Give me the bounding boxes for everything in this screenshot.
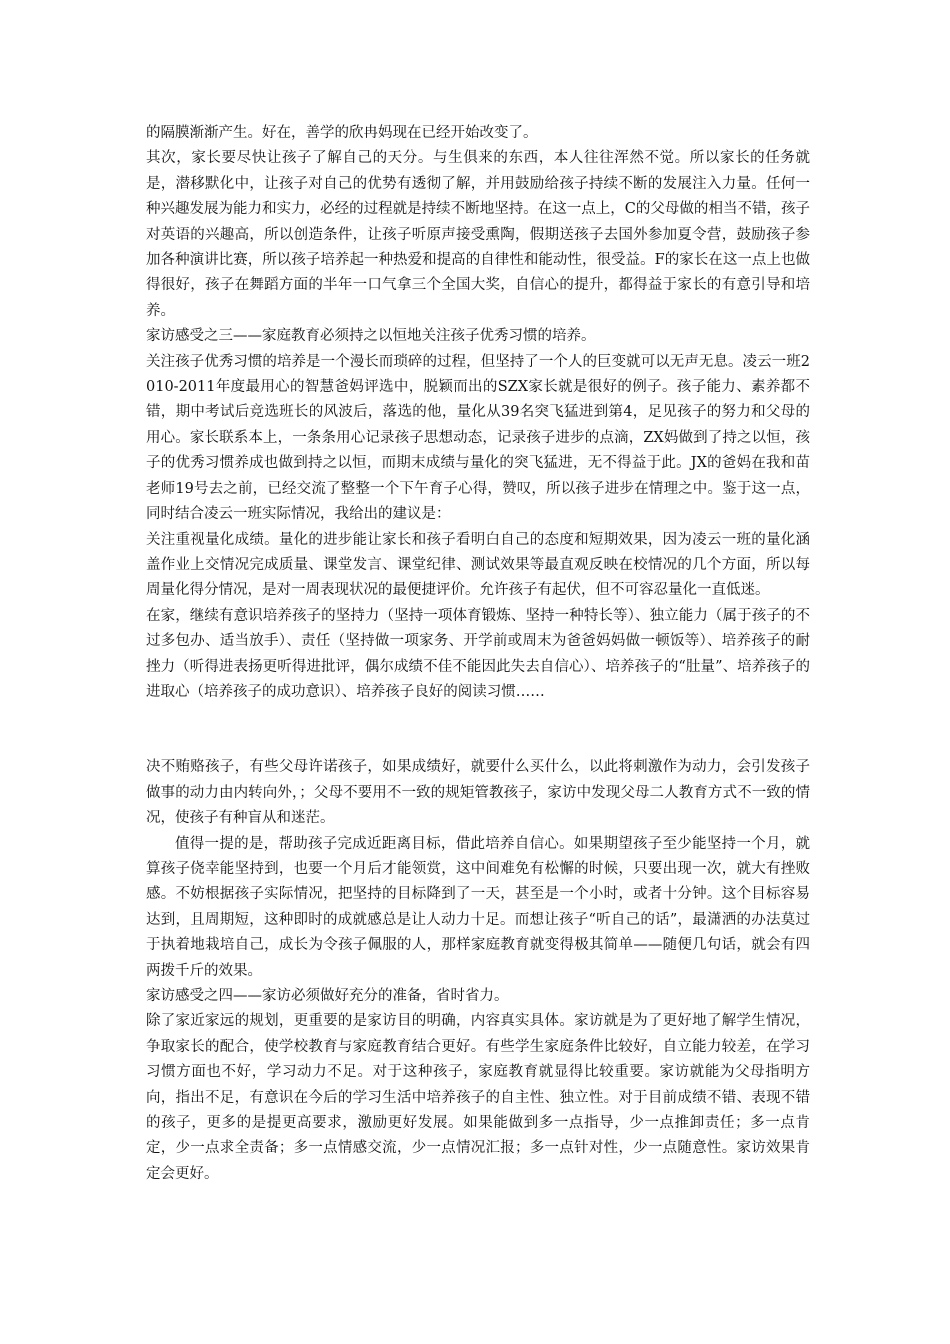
paragraph-gap — [146, 705, 810, 755]
heading-third-reflection: 家访感受之三——家庭教育必须持之以恒地关注孩子优秀习惯的培养。 — [146, 328, 596, 345]
paragraph-habits: 关注孩子优秀习惯的培养是一个漫长而琐碎的过程，但坚持了一个人的巨变就可以无声无息。凌云一班2010-2011年度最用心的智慧爸妈评选中，脱颖而出的SZX家长就是很好的例子。孩子能力、素养都不错，期中考试后竞选班长的风波后，落选的他，量化从39名突飞猛进到第4，足见孩子的努力和父母的用心。家长联系本上，一条条用心记录孩子思想动态，记录孩子进步的点滴，ZX妈做到了持之以恒，孩子的优秀习惯养成也做到持之以恒，而期末成绩与量化的突飞猛进，无不得益于此。JX的爸妈在我和苗老师19号去之前，已经交流了整整一个下午育子心得，赞叹，所以孩子进步在情理之中。鉴于这一点，同时结合凌云一班实际情况，我给出的建议是： — [146, 353, 810, 523]
heading-fourth-reflection: 家访感受之四——家访必须做好充分的准备，省时省力。 — [146, 988, 509, 1004]
paragraph-quantified-scores: 关注重视量化成绩。量化的进步能让家长和孩子看明白自己的态度和短期效果，因为凌云一班的量化涵盖作业上交情况完成质量、课堂发言、课堂纪律、测试效果等最直观反映在校情况的几个方面，所以每周量化得分情况，是对一周表现状况的最便捷评价。允许孩子有起伏，但不可容忍量化一直低迷。 — [146, 531, 810, 599]
document-page — [146, 121, 810, 1187]
paragraph-at-home: 在家，继续有意识培养孩子的坚持力（坚持一项体育锻炼、坚持一种特长等）、独立能力（属于孩子的不过多包办、适当放手）、责任（坚持做一项家务、开学前或周末为爸爸妈妈做一顿饭等）、培养孩子的耐挫力（听得进表扬更听得进批评，偶尔成绩不佳不能因此失去自信心）、培养孩子的“肚量”、培养孩子的进取心（培养孩子的成功意识）、培养孩子良好的阅读习惯…… — [146, 607, 810, 700]
paragraph-short-goals: 值得一提的是，帮助孩子完成近距离目标，借此培养自信心。如果期望孩子至少能坚持一个月，就算孩子侥幸能坚持到，也要一个月后才能领赏，这中间难免有松懈的时候，只要出现一次，就大有挫败感。不妨根据孩子实际情况，把坚持的目标降到了一天，甚至是一个小时，或者十分钟。这个目标容易达到，且周期短，这种即时的成就感总是让人动力十足。而想让孩子“听自己的话”，最潇洒的办法莫过于执着地栽培自己，成长为令孩子佩服的人，那样家庭教育就变得极其简单——随便几句话，就会有四两拨千斤的效果。 — [146, 835, 810, 979]
paragraph-talent: 其次，家长要尽快让孩子了解自己的天分。与生俱来的东西，本人往往浑然不觉。所以家长的任务就是，潜移默化中，让孩子对自己的优势有透彻了解，并用鼓励给孩子持续不断的发展注入力量。任何一种兴趣发展为能力和实力，必经的过程就是持续不断地坚持。在这一点上，C的父母做的相当不错，孩子对英语的兴趣高，所以创造条件，让孩子听原声接受熏陶，假期送孩子去国外参加夏令营，鼓励孩子参加各种演讲比赛，所以孩子培养起一种热爱和提高的自律性和能动性，很受益。F的家长在这一点上也做得很好，孩子在舞蹈方面的半年一口气拿三个全国大奖，自信心的提升，都得益于家长的有意引导和培养。 — [146, 150, 810, 319]
paragraph-preparation: 除了家近家远的规划，更重要的是家访目的明确，内容真实具体。家访就是为了更好地了解学生情况，争取家长的配合，使学校教育与家庭教育结合更好。有些学生家庭条件比较好，自立能力较差，在学习习惯方面也不好，学习动力不足。对于这种孩子，家庭教育就显得比较重要。家访就能为父母指明方向，指出不足，有意识在今后的学习生活中培养孩子的自主性、独立性。对于目前成绩不错、表现不错的孩子，更多的是提更高要求，激励更好发展。如果能做到多一点指导，少一点推卸责任；多一点肯定，少一点求全责备；多一点情感交流，少一点情况汇报；多一点针对性，少一点随意性。家访效果肯定会更好。 — [146, 1013, 810, 1182]
paragraph-hinge-continuation: 的隔膜渐渐产生。好在，善学的欣冉妈现在已经开始改变了。 — [146, 125, 538, 141]
paragraph-no-bribing: 决不贿赂孩子，有些父母许诺孩子，如果成绩好，就要什么买什么，以此将刺激作为动力，会引发孩子做事的动力由内转向外，；父母不要用不一致的规矩管教孩子，家访中发现父母二人教育方式不一致的情况，使孩子有种盲从和迷茫。 — [146, 759, 810, 827]
